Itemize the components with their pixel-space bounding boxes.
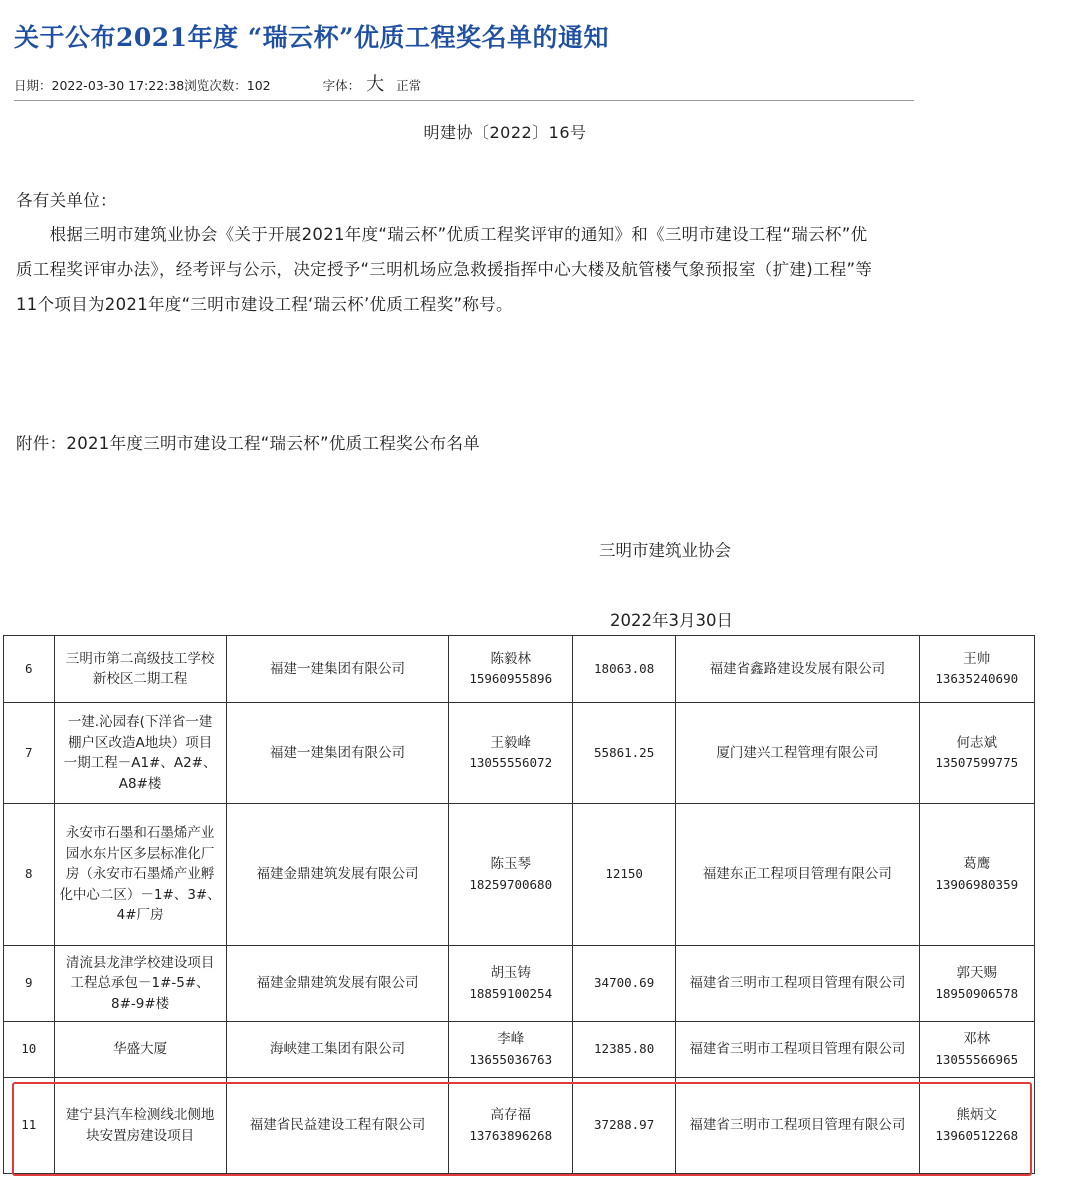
table-row (4, 804, 1035, 946)
project-name-line: 化中心二区）－1#、3#、 (59, 886, 221, 903)
table-row (4, 946, 1035, 1022)
amount-value: 55861.25 (594, 744, 655, 760)
supervisor-contact-name: 熊炳文 (956, 1107, 997, 1123)
project-name-line: 工程总承包－1#-5#、 (70, 975, 210, 992)
project-name-line: 4#厂房 (116, 907, 164, 924)
project-manager-cell (449, 703, 573, 804)
row-number: 8 (24, 866, 33, 882)
project-name-line: 一期工程－A1#、A2#、 (63, 755, 217, 771)
project-name-line: 园水东片区多层标准化厂 (65, 845, 215, 862)
project-name-line: 建宁县汽车检测线北侧地 (65, 1107, 215, 1123)
date-views: 日期：2022-03-30 17:22:38浏览次数：102 (14, 78, 271, 93)
contractor-name: 福建一建集团有限公司 (270, 660, 406, 677)
divider (14, 100, 914, 101)
project-name-line: 8#-9#楼 (111, 995, 170, 1012)
project-name-line: 永安市石墨和石墨烯产业 (65, 825, 215, 842)
amount-value: 12385.80 (594, 1041, 655, 1057)
supervisor-cell (676, 946, 919, 1022)
project-name-line: 华盛大厦 (113, 1041, 168, 1058)
project-manager-name: 高存福 (490, 1107, 531, 1123)
amount-value: 12150 (605, 866, 643, 882)
supervisor-contact-cell (919, 1022, 1035, 1078)
row-number: 11 (21, 1117, 37, 1133)
supervisor-contact-phone: 13635240690 (935, 671, 1019, 686)
supervisor-contact-name: 郭天赐 (956, 965, 997, 981)
project-manager-name: 胡玉铸 (490, 965, 531, 981)
supervisor-name: 厦门建兴工程管理有限公司 (716, 744, 879, 761)
table-row (4, 703, 1035, 804)
project-name-line: 清流县龙津学校建设项目 (65, 954, 215, 971)
amount-cell (573, 1022, 676, 1078)
amount-value: 18063.08 (594, 660, 655, 676)
body-line-2: 质工程奖评审办法》，经考评与公示，决定授予“三明机场应急救援指挥中心大楼及航管楼气象预报室（扩建)工程”等 (16, 260, 873, 279)
attachment-line: 附件：2021年度三明市建设工程“瑞云杯”优质工程奖公布名单 (16, 434, 481, 453)
supervisor-contact-phone: 13507599775 (935, 755, 1019, 770)
contractor-name: 福建省民益建设工程有限公司 (249, 1117, 426, 1134)
supervisor-contact-cell (919, 804, 1035, 946)
contractor-name: 福建金鼎建筑发展有限公司 (256, 866, 419, 883)
project-manager-cell (449, 804, 573, 946)
amount-cell (573, 1078, 676, 1174)
row-number-cell (4, 1022, 55, 1078)
row-number-cell (4, 636, 55, 703)
row-number-cell (4, 1078, 55, 1174)
meta-bar (14, 70, 421, 96)
project-name-cell (54, 1078, 226, 1174)
project-manager-name: 陈玉琴 (490, 856, 531, 872)
body-line-3: 11个项目为2021年度“三明市建设工程‘瑞云杯’优质工程奖”称号。 (16, 295, 513, 314)
project-name-line: 房（永安市石墨烯产业孵 (65, 866, 215, 883)
supervisor-name: 福建省鑫路建设发展有限公司 (709, 660, 886, 677)
row-number: 9 (24, 975, 33, 991)
supervisor-name: 福建省三明市工程项目管理有限公司 (689, 1041, 906, 1058)
document-number: 明建协〔2022〕16号 (423, 123, 587, 142)
row-number: 7 (24, 744, 33, 760)
project-manager-name: 陈毅林 (490, 650, 531, 667)
project-name-line: 一建.沁园春(下洋省一建 (67, 714, 213, 730)
contractor-name: 福建一建集团有限公司 (270, 744, 406, 761)
project-manager-name: 王毅峰 (490, 734, 531, 751)
table-row (4, 636, 1035, 703)
contractor-cell (226, 1022, 449, 1078)
supervisor-name: 福建省三明市工程项目管理有限公司 (689, 975, 906, 992)
supervisor-contact-name: 邓林 (963, 1031, 991, 1047)
row-number-cell (4, 703, 55, 804)
supervisor-contact-phone: 13960512268 (935, 1127, 1019, 1143)
project-name-line: A8#楼 (118, 775, 162, 792)
project-name-cell (54, 703, 226, 804)
project-name-cell (54, 636, 226, 703)
row-number-cell (4, 804, 55, 946)
amount-cell (573, 946, 676, 1022)
supervisor-cell (676, 1078, 919, 1174)
project-manager-phone: 18259700680 (469, 876, 553, 892)
body-line-1: 根据三明市建筑业协会《关于开展2021年度“瑞云杯”优质工程奖评审的通知》和《三明市建设工程“瑞云杯”优 (16, 225, 868, 244)
supervisor-cell (676, 636, 919, 703)
project-name-line: 三明市第二高级技工学校 (65, 650, 215, 667)
project-manager-cell (449, 636, 573, 703)
project-name-cell (54, 946, 226, 1022)
font-size-label: 字体： (322, 78, 361, 93)
award-table (3, 635, 1035, 1174)
contractor-name: 海峡建工集团有限公司 (270, 1041, 406, 1058)
contractor-cell (226, 946, 449, 1022)
supervisor-contact-name: 何志斌 (956, 734, 997, 751)
font-normal-link[interactable]: 正常 (396, 78, 422, 93)
contractor-cell (226, 703, 449, 804)
supervisor-contact-phone: 13906980359 (935, 876, 1019, 892)
contractor-cell (226, 636, 449, 703)
row-number: 10 (21, 1041, 37, 1057)
amount-value: 34700.69 (594, 975, 655, 991)
supervisor-contact-cell (919, 703, 1035, 804)
amount-cell (573, 703, 676, 804)
supervisor-name: 福建东正工程项目管理有限公司 (702, 866, 892, 883)
supervisor-contact-cell (919, 636, 1035, 703)
project-name-cell (54, 1022, 226, 1078)
supervisor-contact-cell (919, 1078, 1035, 1174)
row-number-cell (4, 946, 55, 1022)
row-number: 6 (24, 660, 33, 676)
project-manager-cell (449, 1022, 573, 1078)
supervisor-cell (676, 703, 919, 804)
project-name-line: 块安置房建设项目 (86, 1127, 195, 1144)
amount-value: 37288.97 (594, 1117, 655, 1133)
project-manager-cell (449, 1078, 573, 1174)
font-large-link[interactable]: 大 (366, 74, 385, 95)
project-manager-name: 李峰 (497, 1031, 525, 1047)
project-manager-phone: 13763896268 (469, 1127, 553, 1143)
notice-title: 关于公布2021年度 “瑞云杯”优质工程奖名单的通知 (14, 23, 610, 52)
supervisor-contact-name: 葛鹰 (963, 856, 991, 872)
project-name-line: 棚户区改造A地块）项目 (67, 734, 213, 751)
table-row (4, 1078, 1035, 1174)
project-manager-phone: 13055556072 (469, 755, 553, 770)
supervisor-contact-name: 王帅 (963, 650, 991, 667)
supervisor-name: 福建省三明市工程项目管理有限公司 (689, 1117, 906, 1134)
project-manager-phone: 18859100254 (469, 985, 553, 1001)
sign-date: 2022年3月30日 (610, 611, 733, 630)
supervisor-contact-phone: 13055566965 (935, 1051, 1019, 1067)
supervisor-cell (676, 804, 919, 946)
contractor-cell (226, 804, 449, 946)
amount-cell (573, 804, 676, 946)
project-manager-phone: 15960955896 (469, 671, 553, 686)
amount-cell (573, 636, 676, 703)
supervisor-contact-cell (919, 946, 1035, 1022)
table-row (4, 1022, 1035, 1078)
project-name-cell (54, 804, 226, 946)
project-name-line: 新校区二期工程 (92, 671, 188, 687)
contractor-cell (226, 1078, 449, 1174)
contractor-name: 福建金鼎建筑发展有限公司 (256, 975, 419, 992)
project-manager-cell (449, 946, 573, 1022)
supervisor-contact-phone: 18950906578 (935, 985, 1019, 1001)
signer: 三明市建筑业协会 (599, 541, 731, 560)
salutation: 各有关单位： (16, 191, 117, 210)
project-manager-phone: 13655036763 (469, 1051, 553, 1067)
supervisor-cell (676, 1022, 919, 1078)
